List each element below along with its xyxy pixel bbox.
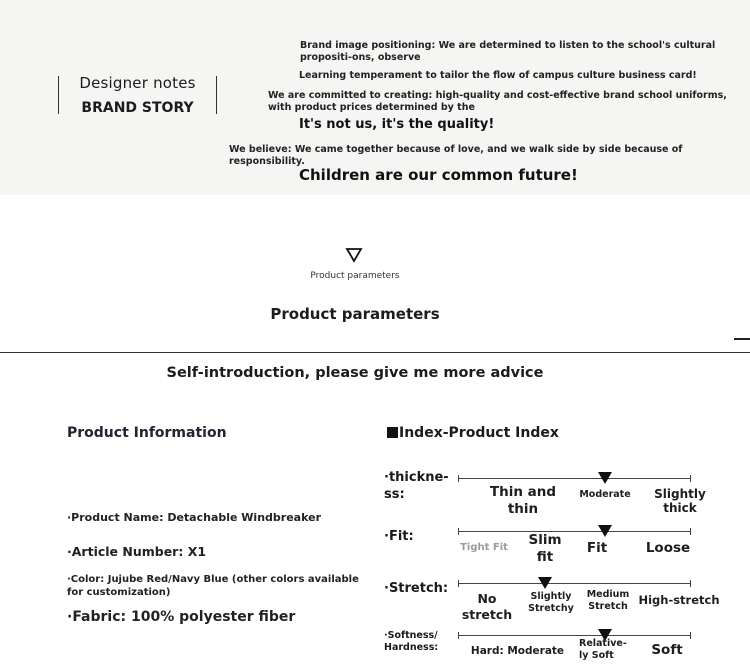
thickness-marker-icon [598, 472, 612, 484]
softness-option-soft: Soft [651, 642, 683, 658]
thickness-option-moderate: Moderate [579, 489, 631, 500]
self-introduction-heading: Self-introduction, please give me more advice [166, 365, 544, 381]
thickness-scale [458, 478, 691, 479]
belief-text: We believe: We came together because of love, and we walk side by side because of responsibility. [229, 144, 683, 167]
fit-scale [458, 531, 691, 532]
stretch-label: ·Stretch: [384, 581, 449, 596]
stretch-option-high: High-stretch [638, 593, 720, 607]
product-parameters-caption: Product parameters [310, 271, 400, 281]
quality-slogan: It's not us, it's the quality! [299, 117, 495, 132]
children-slogan: Children are our common future! [299, 166, 578, 184]
thickness-option-slightly-thick: Slightly thick [654, 487, 706, 515]
fit-marker-icon [598, 525, 612, 537]
designer-notes-heading: Designer notes [79, 74, 196, 92]
thickness-label: ·thickne-ss: [384, 470, 449, 502]
brand-positioning-text: Brand image positioning: We are determined to listen to the school's cultural propositi-ons, observe [300, 40, 716, 63]
commitment-text: We are committed to creating: high-quality and cost-effective brand school uniforms, with product prices determined by the [268, 90, 727, 113]
fit-option-fit: Fit [586, 540, 608, 556]
fit-option-slim: Slim fit [528, 532, 562, 565]
thickness-option-thin: Thin and thin [489, 484, 557, 517]
product-index-title: Index-Product Index [399, 425, 559, 441]
brand-story-band [0, 0, 750, 195]
divider-tick [734, 338, 750, 340]
stretch-marker-icon [538, 577, 552, 589]
fit-label: ·Fit: [384, 529, 414, 544]
divider-right [216, 76, 217, 114]
fabric-field: ·Fabric: 100% polyester fiber [67, 609, 296, 625]
softness-scale [458, 635, 691, 636]
brand-story-heading: BRAND STORY [81, 100, 194, 116]
softness-option-hard-moderate: Hard: Moderate [470, 645, 565, 657]
stretch-option-medium: Medium Stretch [586, 589, 630, 612]
softness-option-relatively-soft: Relative-ly Soft [579, 638, 627, 661]
product-parameters-title: Product parameters [270, 305, 440, 323]
stretch-scale [458, 583, 691, 584]
article-number-field: ·Article Number: X1 [67, 544, 207, 559]
fit-option-tight: Tight Fit [460, 542, 508, 553]
product-information-title: Product Information [67, 425, 227, 441]
divider-left [58, 76, 59, 114]
filled-square-icon [387, 427, 398, 438]
section-divider [0, 352, 750, 353]
product-name-field: ·Product Name: Detachable Windbreaker [67, 511, 321, 524]
down-triangle-icon [345, 246, 363, 264]
stretch-option-no: No stretch [461, 591, 513, 622]
color-field: ·Color: Jujube Red/Navy Blue (other colors available for customization) [67, 574, 359, 598]
learning-temperament-text: Learning temperament to tailor the flow of campus culture business card! [299, 70, 697, 81]
softness-label: ·Softness/ Hardness: [384, 630, 439, 653]
fit-option-loose: Loose [645, 540, 691, 556]
stretch-option-slightly: Slightly Stretchy [528, 591, 574, 614]
